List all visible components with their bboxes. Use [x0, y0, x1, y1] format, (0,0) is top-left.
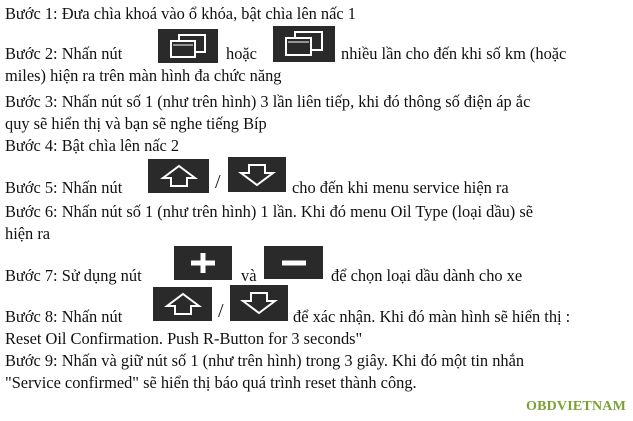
step-4-text: Bước 4: Bật chìa lên nấc 2 [5, 136, 180, 155]
menu-button-icon-1 [158, 29, 218, 63]
down-arrow-button-icon [228, 157, 286, 192]
step-5-post: cho đến khi menu service hiện ra [292, 178, 509, 197]
step-7-mid: và [241, 266, 257, 285]
step-2-mid: hoặc [226, 44, 257, 63]
step-6-line2: hiện ra [5, 224, 51, 243]
separator-slash: / [215, 171, 221, 193]
minus-button-icon [264, 246, 323, 279]
watermark: OBDVIETNAM [525, 399, 626, 414]
step-9-line2: "Service confirmed" sẽ hiển thị báo quá trình reset thành công. [5, 373, 417, 392]
down-arrow-button-icon-2 [230, 285, 288, 321]
step-7-pre: Bước 7: Sử dụng nút [5, 266, 142, 285]
plus-button-icon [174, 246, 232, 280]
step-1-text: Bước 1: Đưa chìa khoá vào ổ khóa, bật chìa lên nấc 1 [5, 4, 356, 23]
step-2-pre: Bước 2: Nhấn nút [5, 44, 123, 63]
step-2-line2: miles) hiện ra trên màn hình đa chức năng [5, 66, 282, 85]
up-arrow-button-icon [148, 159, 209, 193]
step-8-line2: Reset Oil Confirmation. Push R-Button for 3 seconds" [5, 329, 363, 348]
separator-slash-2: / [218, 300, 224, 322]
step-6-line1: Bước 6: Nhấn nút số 1 (như trên hình) 1 lần. Khi đó menu Oil Type (loại dầu) sẽ [5, 202, 533, 221]
menu-button-icon-2 [273, 26, 335, 62]
step-7-post: để chọn loại dầu dành cho xe [331, 266, 523, 285]
up-arrow-button-icon-2 [153, 287, 212, 321]
step-9-line1: Bước 9: Nhấn và giữ nút số 1 (như trên hình) trong 3 giây. Khi đó một tin nhắn [5, 351, 525, 370]
step-8-pre: Bước 8: Nhấn nút [5, 307, 123, 326]
step-8-post: để xác nhận. Khi đó màn hình sẽ hiển thị : [293, 307, 571, 326]
step-3-line1: Bước 3: Nhấn nút số 1 (như trên hình) 3 lần liên tiếp, khi đó thông số điện áp ắc [5, 92, 531, 111]
step-2-post: nhiều lần cho đến khi số km (hoặc [341, 44, 567, 63]
step-3-line2: quy sẽ hiển thị và bạn sẽ nghe tiếng Bíp [5, 114, 267, 133]
step-5-pre: Bước 5: Nhấn nút [5, 178, 123, 197]
